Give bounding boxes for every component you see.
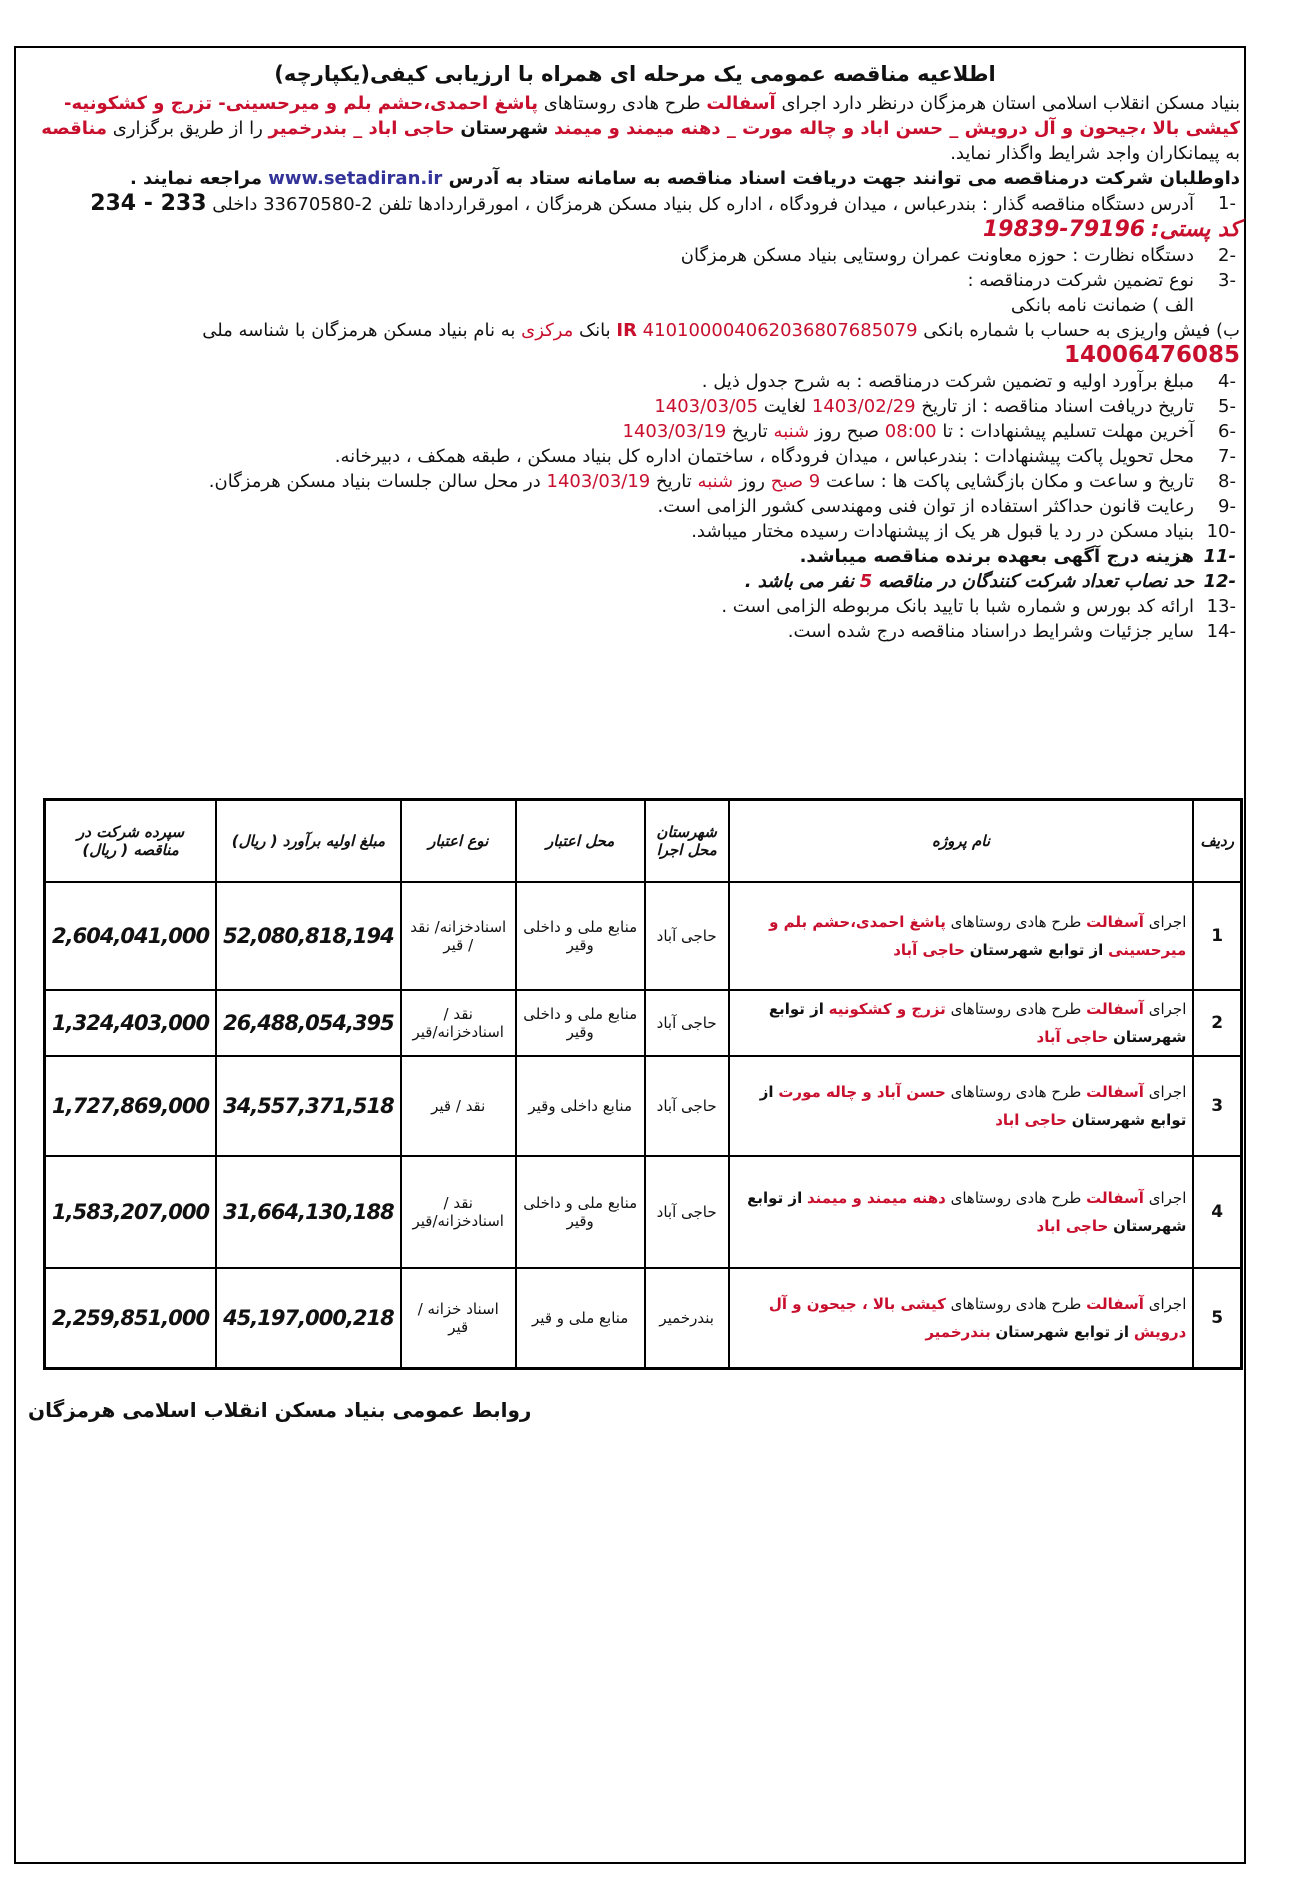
page-title: اطلاعیه مناقصه عمومی یک مرحله ای همراه با ارزیابی کیفی(یکپارچه) [274,62,996,86]
national-id: 14006476085 [1063,342,1240,368]
item-text: روز [738,471,765,492]
date-from: 1403/02/29 [811,396,916,417]
estimate-cell: 45,197,000,218 [216,1268,401,1368]
item-number: -9 [1218,496,1236,517]
city-cell: بندرخمیر [645,1268,729,1368]
credit-source-cell: منابع ملی و داخلی وقیر [516,1156,645,1268]
deposit-cell: 2,604,041,000 [45,882,217,990]
credit-source-cell: منابع ملی و داخلی وقیر [516,882,645,990]
city-cell: حاجی آباد [645,1156,729,1268]
item-number: -10 [1206,521,1236,542]
credit-source-cell: منابع داخلی وقیر [516,1056,645,1156]
item-number: -13 [1206,596,1236,617]
project-city: حاجی آباد [1036,1028,1109,1046]
asphalt-word: آسفالت [1086,1294,1144,1313]
header-deposit: سپرده شرکت در مناقصه ( ریال) [45,800,217,883]
project-city: حاجی آباد [893,941,965,959]
item-number: -3 [1218,270,1236,291]
estimate-cell: 52,080,818,194 [216,882,401,990]
tender-word: مناقصه [41,118,107,139]
project-text: اجرای [1148,1189,1187,1207]
item-text: تاریخ و ساعت و مکان بازگشایی پاکت ها : ساعت [825,471,1194,492]
item-text: آخرین مهلت تسلیم پیشنهادات : تا [942,421,1194,442]
estimate-cell: 31,664,130,188 [216,1156,401,1268]
item-text: به نام بنیاد مسکن هرمزگان با شناسه ملی [202,320,516,341]
item-text: تاریخ [731,421,768,442]
item-number: -2 [1218,245,1236,266]
item-text: تاریخ دریافت اسناد مناقصه : از تاریخ [921,396,1194,417]
date-to: 1403/03/05 [654,396,759,417]
item-number: -14 [1206,621,1236,642]
header-city: شهرستان محل اجرا [645,800,729,883]
row-number: 4 [1193,1156,1241,1268]
footer-signature: روابط عمومی بنیاد مسکن انقلاب اسلامی هرمزگان [28,1398,532,1422]
project-text: اجرای [1148,1294,1187,1313]
row-number: 3 [1193,1056,1241,1156]
estimate-cell: 34,557,371,518 [216,1056,401,1156]
list-item [30,494,1240,519]
item-text: الف ) ضمانت نامه بانکی [1010,295,1194,316]
bank-name: مرکزی [521,320,574,341]
project-text: طرح هادی روستاهای [950,1000,1082,1018]
opening-date: 1403/03/19 [546,471,651,492]
list-item [30,243,1240,268]
opening-day: شنبه [697,471,734,492]
opening-time: 9 صبح [770,471,821,492]
city-cell: حاجی آباد [645,990,729,1056]
item-text: حد نصاب تعداد شرکت کنندگان در مناقصه [878,571,1194,592]
header-estimate: مبلغ اولیه برآورد ( ریال) [216,800,401,883]
table-row [45,1156,1242,1268]
table-row [45,882,1242,990]
item-text: رعایت قانون حداکثر استفاده از توان فنی ومهندسی کشور الزامی است. [657,496,1194,517]
list-item [30,318,1240,369]
list-item [30,619,1240,644]
row-number: 5 [1193,1268,1241,1368]
projects-table [43,798,1243,1370]
table-row [45,1056,1242,1156]
project-text: از توابع شهرستان [995,1322,1130,1341]
village-names: پاشغ احمدی،حشم بلم و میرحسینی [769,913,1187,959]
project-city: حاجی اباد [995,1111,1067,1129]
header-credit-source: محل اعتبار [516,800,645,883]
item-text: تاریخ [655,471,692,492]
item-text: مبلغ برآورد اولیه و تضمین شرکت درمناقصه : به شرح جدول ذیل . [701,371,1194,392]
list-item [30,469,1240,494]
asphalt-word: آسفالت [1086,913,1144,931]
credit-type-cell: اسنادخزانه/ نقد / قیر [401,882,516,990]
deadline-day: شنبه [773,421,810,442]
asphalt-word: آسفالت [1086,1000,1144,1018]
project-text: طرح هادی روستاهای [950,1189,1082,1207]
notice-line [30,166,1240,191]
item-number: -8 [1218,471,1236,492]
project-name [729,1056,1194,1156]
item-text: صبح روز [814,421,880,442]
intro-text: به پیمانکاران واجد شرایط واگذار نماید. [950,143,1240,164]
list-item [30,369,1240,394]
item-text: لغایت [763,396,807,417]
item-text: آدرس دستگاه مناقصه گذار : بندرعباس ، میدان فرودگاه ، اداره کل بنیاد مسکن هرمزگان ، امورقراردادها تلفن 2-33670580 داخلی [212,194,1194,215]
setad-link[interactable]: www.setadiran.ir [268,168,443,189]
iban-prefix: IR [616,320,637,341]
header-row-number: ردیف [1193,800,1241,883]
item-text: بنیاد مسکن در رد یا قبول هر یک از پیشنهادات رسیده مختار میباشد. [691,521,1194,542]
item-number: -5 [1218,396,1236,417]
asphalt-word: آسفالت [1086,1189,1144,1207]
conditions-list [30,191,1240,644]
item-text: بانک [579,320,611,341]
postal-code-line [30,217,1240,243]
intro-text: شهرستان [460,118,549,139]
project-name [729,1156,1194,1268]
project-text: از توابع شهرستان [759,1083,1187,1129]
phone-extension: 233 - 234 [90,191,207,216]
item-text: ارائه کد بورس و شماره شبا با تایید بانک مربوطه الزامی است . [721,596,1194,617]
credit-type-cell: نقد / قیر [401,1056,516,1156]
village-names: حسن آباد و چاله مورت [778,1083,946,1101]
list-item [30,444,1240,469]
list-item [30,293,1240,318]
intro-paragraph [30,91,1240,166]
list-item [30,544,1240,569]
item-text: محل تحویل پاکت پیشنهادات : بندرعباس ، میدان فرودگاه ، ساختمان اداره کل بنیاد مسکن ، طبقه همکف ، دبیرخانه. [334,446,1194,467]
credit-type-cell: نقد / اسنادخزانه/قیر [401,1156,516,1268]
item-number: -7 [1218,446,1236,467]
header-credit-type: نوع اعتبار [401,800,516,883]
row-number: 2 [1193,990,1241,1056]
item-text: ب) فیش واریزی به حساب با شماره بانکی [923,320,1240,341]
deposit-cell: 2,259,851,000 [45,1268,217,1368]
project-text: اجرای [1148,1000,1187,1018]
city-cell: حاجی آباد [645,882,729,990]
item-text: نوع تضمین شرکت درمناقصه : [967,270,1194,291]
deposit-cell: 1,324,403,000 [45,990,217,1056]
list-item [30,268,1240,293]
villages-list: پاشغ احمدی،حشم بلم و میرحسینی- تزرج و کشکونیه- کیشی بالا ،جیحون و آل درویش _ حسن اباد و چاله مورت _ دهنه میمند و میمند [63,93,1240,139]
asphalt-word: آسفالت [706,93,776,114]
estimate-cell: 26,488,054,395 [216,990,401,1056]
list-item [30,594,1240,619]
project-text: طرح هادی روستاهای [950,1294,1082,1313]
city-cell: حاجی آباد [645,1056,729,1156]
item-number: -6 [1218,421,1236,442]
project-city: بندرخمیر [925,1322,991,1341]
deadline-time: 08:00 [884,421,937,442]
project-text: طرح هادی روستاهای [950,1083,1082,1101]
credit-source-cell: منابع ملی و قیر [516,1268,645,1368]
item-text: در محل سالن جلسات بنیاد مسکن هرمزگان. [208,471,541,492]
list-item [30,394,1240,419]
list-item [30,519,1240,544]
credit-type-cell: نقد / اسنادخزانه/قیر [401,990,516,1056]
village-names: تزرج و کشکونیه [828,1000,946,1018]
table-row [45,1268,1242,1368]
postal-code: 79196-19839 [982,217,1146,242]
deposit-cell: 1,583,207,000 [45,1156,217,1268]
village-names: کیشی بالا ، جیحون و آل درویش [768,1294,1187,1341]
notice-tail: مراجعه نمایند . [129,168,262,189]
item-number: -1 [1218,193,1236,214]
project-text: از توابع شهرستان [747,1189,1187,1235]
project-text: طرح هادی روستاهای [950,913,1082,931]
announcement-body [30,52,1240,644]
deadline-date: 1403/03/19 [622,421,727,442]
item-text: سایر جزئیات وشرایط دراسناد مناقصه درج شده است. [787,621,1194,642]
table-header-row [45,800,1242,883]
project-text: اجرای [1148,913,1187,931]
item-number: -11 [1203,546,1236,567]
table-row [45,990,1242,1056]
cities-list: حاجی اباد _ بندرخمیر [268,118,455,139]
intro-text: طرح هادی روستاهای [543,93,701,114]
header-project-name: نام پروژه [729,800,1194,883]
account-number: 410100004062036807685079 [642,320,918,341]
notice-text: داوطلبان شرکت درمناقصه می توانند جهت دریافت اسناد مناقصه به سامانه ستاد به آدرس [448,168,1240,189]
project-city: حاجی اباد [1036,1217,1109,1235]
project-name [729,1268,1194,1368]
intro-text: را از طریق برگزاری [112,118,263,139]
village-names: دهنه میمند و میمند [807,1189,946,1207]
item-text: نفر می باشد . [744,571,855,592]
postal-label: کد پستی: [1150,217,1240,242]
deposit-cell: 1,727,869,000 [45,1056,217,1156]
project-text: از توابع شهرستان [969,941,1104,959]
project-text: از توابع شهرستان [768,1000,1187,1046]
list-item [30,569,1240,594]
item-number: -4 [1218,371,1236,392]
item-number: -12 [1203,571,1236,592]
intro-text: بنیاد مسکن انقلاب اسلامی استان هرمزگان درنظر دارد اجرای [781,93,1240,114]
project-text: اجرای [1148,1083,1187,1101]
asphalt-word: آسفالت [1086,1083,1144,1101]
credit-type-cell: اسناد خزانه / قیر [401,1268,516,1368]
participant-count: 5 [859,571,873,592]
row-number: 1 [1193,882,1241,990]
item-text: دستگاه نظارت : حوزه معاونت عمران روستایی بنیاد مسکن هرمزگان [680,245,1194,266]
list-item [30,419,1240,444]
list-item [30,191,1240,217]
credit-source-cell: منابع ملی و داخلی وقیر [516,990,645,1056]
project-name [729,990,1194,1056]
project-name [729,882,1194,990]
item-text: هزینه درج آگهی بعهده برنده مناقصه میباشد. [799,546,1194,567]
